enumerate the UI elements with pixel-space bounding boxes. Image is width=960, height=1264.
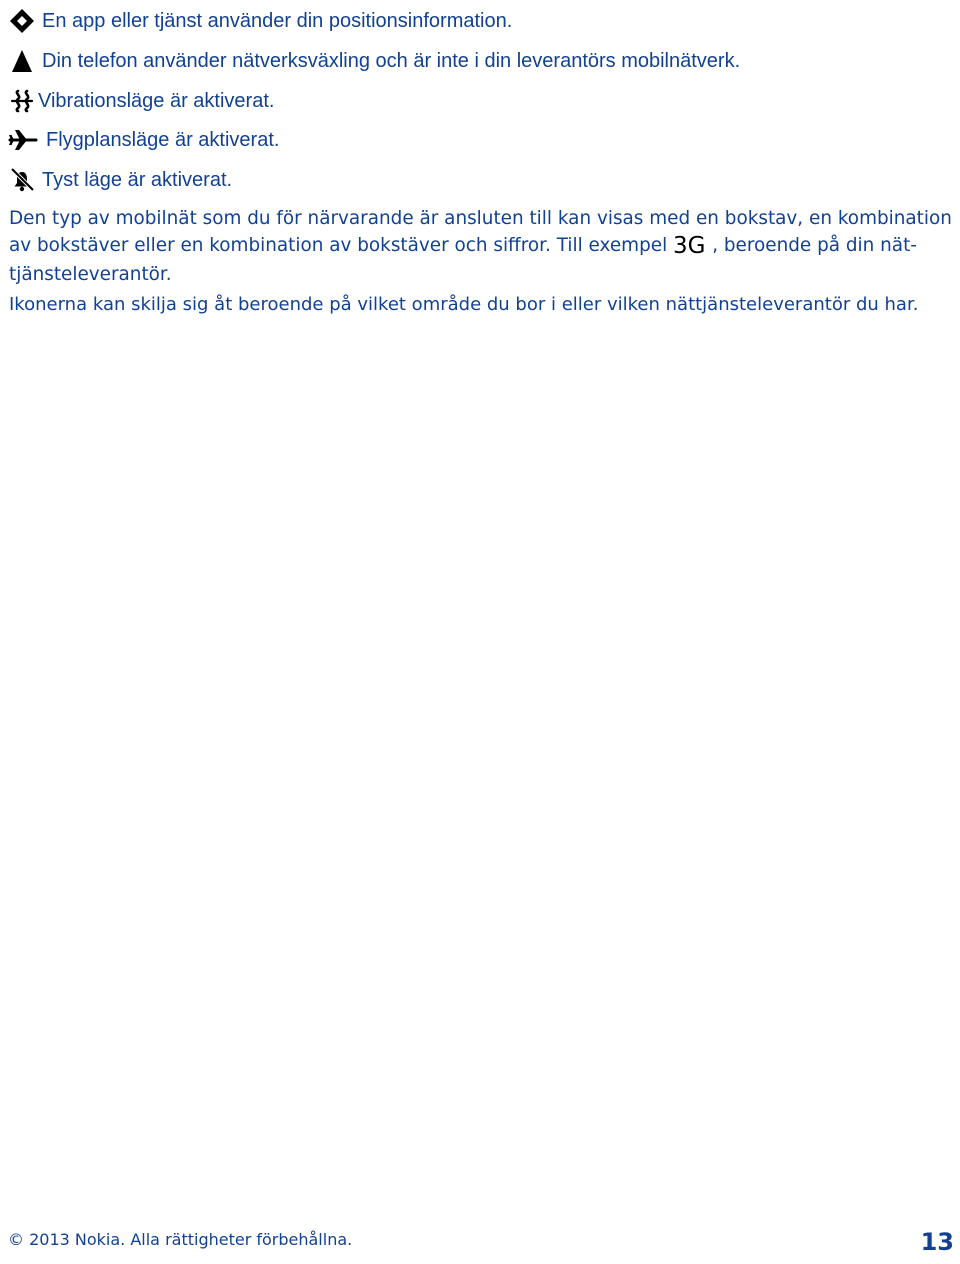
status-row-roaming [8,46,740,76]
location-diamond-icon [8,7,36,35]
status-row-airplane [8,125,279,155]
silent-bell-icon [8,166,36,194]
status-row-text: Tyst läge är aktiverat. [42,169,233,191]
paragraph-text-before: Den typ av mobilnät som du för närvarande är ansluten till kan visas med en bokstav, en kombination av bokstäver eller en kombination av bokstäver och siffror. Till exempel [9,208,952,256]
footer-copyright: © 2013 Nokia. Alla rättigheter förbehållna. [8,1230,353,1249]
paragraph-text-after: , beroende på din nättjänsteleverantör. [9,234,917,285]
status-row-vibrate [8,86,274,116]
page-number: 13 [920,1228,954,1256]
status-row-text: Vibrationsläge är aktiverat. [38,90,275,112]
icons-vary-paragraph: Ikonerna kan skilja sig åt beroende på vilket område du bor i eller vilken nättjänsteleverantör du har. [9,294,919,315]
vibrate-icon [8,87,36,115]
network-type-paragraph [9,207,959,288]
roaming-triangle-icon [8,47,36,75]
status-row-location [8,6,512,36]
airplane-icon [8,126,38,154]
network-3g-icon [673,232,709,264]
status-row-silent [8,165,232,195]
status-row-text: Flygplansläge är aktiverat. [46,129,280,151]
network-3g-label: 3G [673,232,706,256]
status-row-text: En app eller tjänst använder din positionsinformation. [42,10,513,32]
status-row-text: Din telefon använder nätverksväxling och är inte i din leverantörs mobilnätverk. [42,50,741,72]
